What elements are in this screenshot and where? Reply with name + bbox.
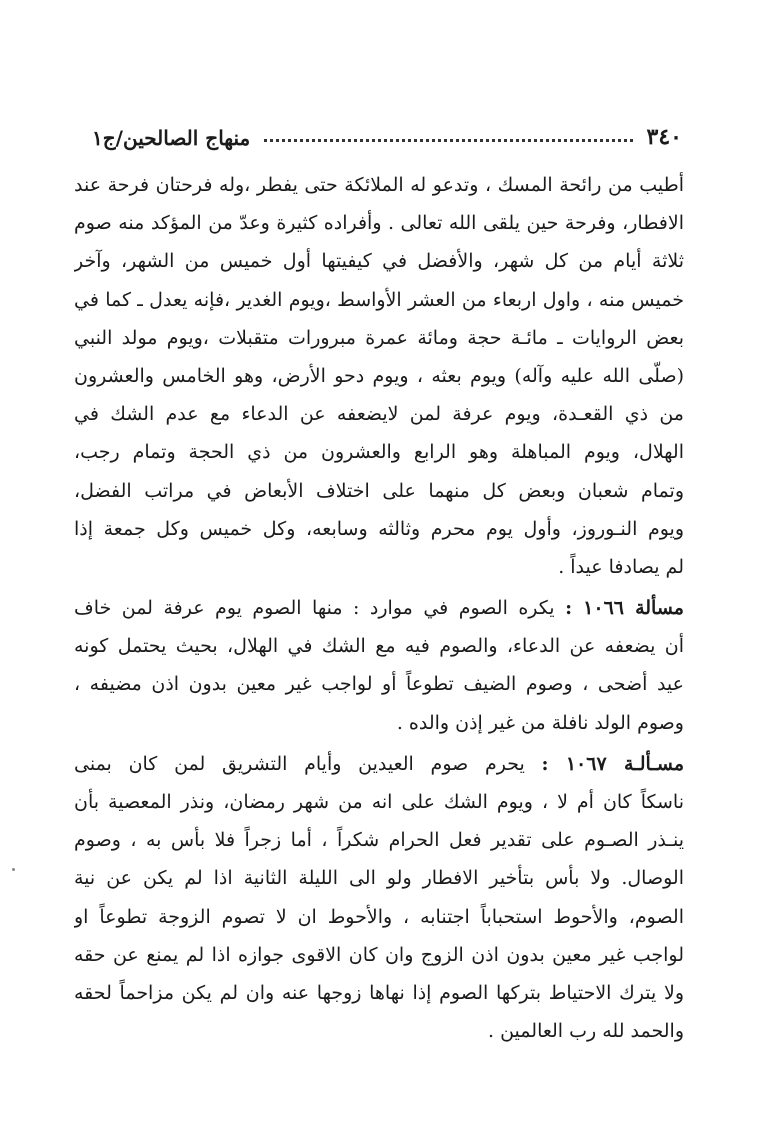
text-line: من ذي القعـدة، ويوم عرفة لمن لايضعفه عن الدعاء مع عدم الشك في (74, 403, 684, 426)
text-line: ولا يترك الاحتياط بتركها الصوم إذا نهاها زوجها عنه وان لم يكن مزاحماً لحقه (74, 981, 684, 1004)
text-line: ناسكاً كان أم لا ، ويوم الشك على انه من شهر رمضان، ونذر المعصية بأن (74, 791, 684, 813)
text-line: أطيب من رائحة المسك ، وتدعو له الملائكة حتى يفطر ،وله فرحتان فرحة عند (74, 174, 684, 196)
text-line: الصوم، والأحوط استحباباً اجتنابه ، والأحوط ان لا تصوم الزوجة تطوعاً او (74, 905, 684, 928)
text-line: الافطار، وفرحة حين يلقى الله تعالى . وأفراده كثيرة وعدّ من المؤكد منه صوم (74, 212, 684, 235)
book-title: منهاج الصالحين/ج١ (92, 126, 251, 150)
text-line: عيد أضحى ، وصوم الضيف تطوعاً أو لواجب غير معين بدون اذن مضيفه ، (74, 673, 684, 696)
issue-number-label: مسـألـة ١٠٦٧ : (541, 752, 684, 775)
text-line (74, 589, 684, 627)
text-line-content: يكره الصوم في موارد : منها الصوم يوم عرفة لمن خاف (74, 597, 555, 620)
text-line: والحمد لله رب العالمين . (488, 1020, 684, 1043)
text-line: وصوم الولد نافلة من غير إذن والده . (396, 711, 684, 734)
text-line: (صلّى الله عليه وآله) ويوم بعثه ، ويوم دحو الأرض، وهو الخامس والعشرون (74, 364, 684, 387)
text-line: أن يضعفه عن الدعاء، والصوم فيه مع الشك في الهلال، بحيث يحتمل كونه (74, 635, 684, 658)
text-line: بعض الروايات ـ مائـة حجة ومائة عمرة مبرورات متقبلات ،ويوم مولد النبي (74, 326, 684, 349)
page-number: ٣٤٠ (646, 124, 682, 150)
issue-number-label: مسألة ١٠٦٦ : (565, 597, 684, 620)
text-line: لم يصادفا عيداً . (558, 555, 684, 578)
text-line: وتمام شعبان وبعض كل منهما على اختلاف الأبعاض في مراتب الفضل، (74, 479, 684, 502)
running-header (92, 112, 682, 148)
text-line: لواجب غير معين بدون اذن الزوج وان كان الاقوى جوازه اذا لم يمنع عن حقه (74, 943, 684, 966)
text-line: ينـذر الصـوم على تقدير فعل الحرام شكراً ، أما زجراً فلا بأس به ، وصوم (74, 829, 684, 852)
text-line-content: يحرم صوم العيدين وأيام التشريق لمن كان بمنى (74, 752, 525, 775)
paragraph-1 (74, 166, 684, 586)
paragraph-issue-1066 (74, 589, 684, 742)
text-line: ثلاثة أيام من كل شهر، والأفضل في كيفيتها أول خميس من الشهر، وآخر (74, 250, 684, 273)
text-line: الوصال. ولا بأس بتأخير الافطار ولو الى الليلة الثانية اذا لم يكن عن نية (74, 867, 684, 890)
text-line: الهلال، ويوم المباهلة وهو الرابع والعشرون من ذي الحجة وتمام رجب، (74, 441, 684, 464)
dotted-leader (264, 139, 632, 142)
margin-mark (12, 868, 15, 871)
text-line: ويوم النـوروز، وأول يوم محرم وثالثه وسابعه، وكل خميس وكل جمعة إذا (74, 517, 684, 540)
body-text (74, 166, 684, 1050)
text-line (74, 745, 684, 783)
paragraph-issue-1067 (74, 745, 684, 1051)
text-line: خميس منه ، واول اربعاء من العشر الأواسط ،ويوم الغدير ،فإنه يعدل ـ كما في (74, 288, 684, 311)
